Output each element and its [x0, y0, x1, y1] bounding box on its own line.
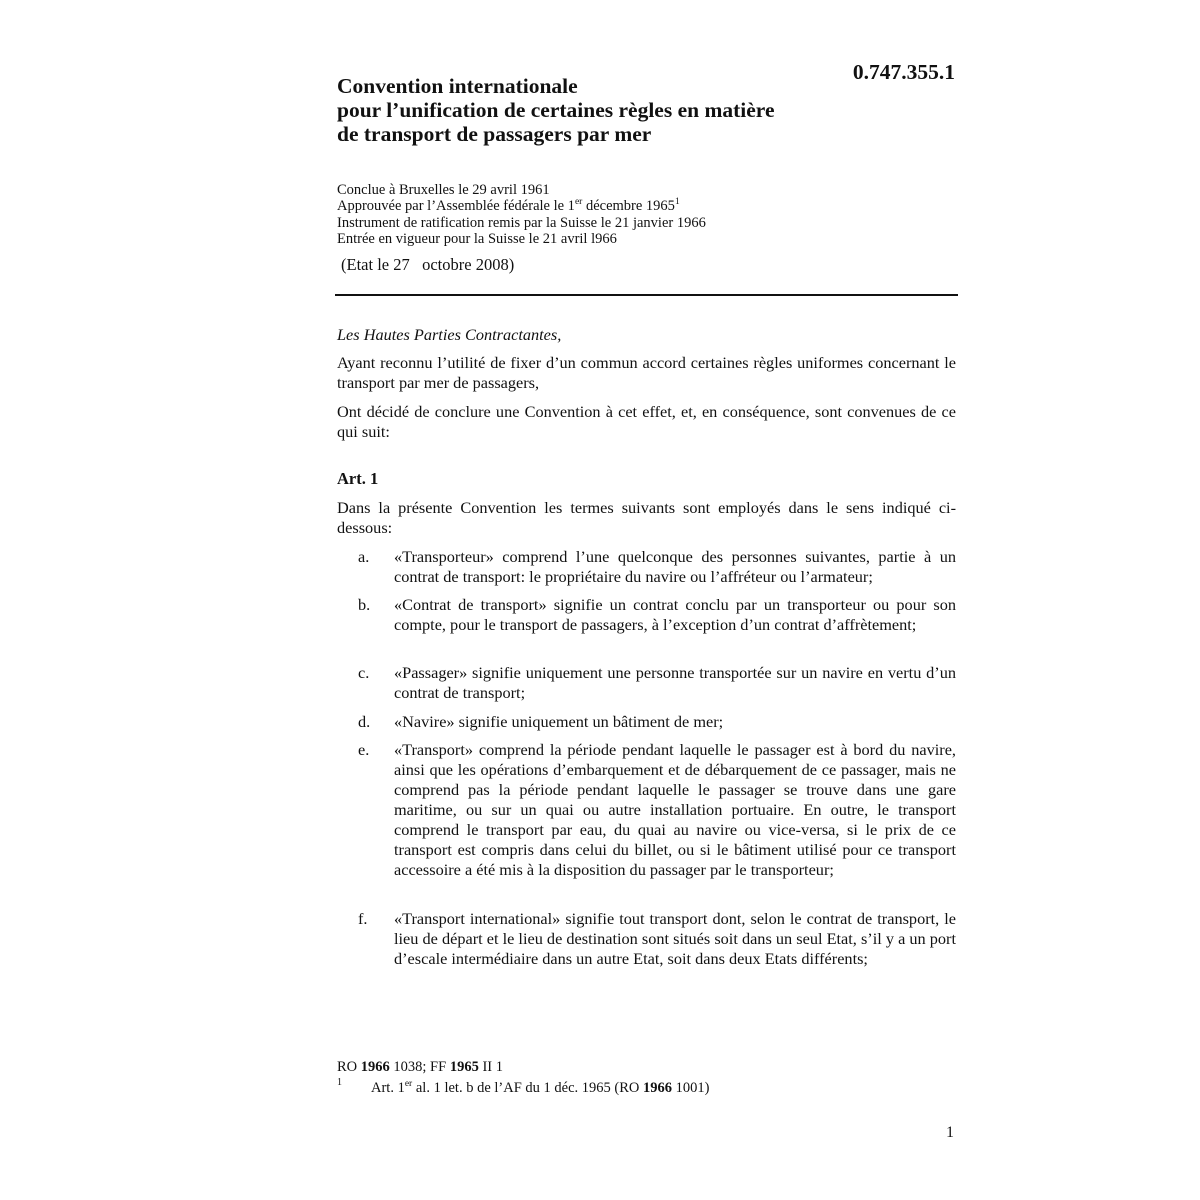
in-force-date: Entrée en vigueur pour la Suisse le 21 avril l966 — [337, 231, 617, 248]
page-number: 1 — [946, 1124, 954, 1141]
approval-date — [337, 198, 706, 214]
item-text: «Contrat de transport» signifie un contrat conclu par un transporteur ou pour son compte, pour le transport de passagers, à l’exception d’un contrat d’affrètement; — [394, 595, 956, 634]
item-marker: b. — [358, 595, 371, 614]
header-divider — [335, 294, 958, 296]
item-text: «Passager» signifie uniquement une personne transportée sur un navire en vertu d’un contrat de transport; — [394, 663, 956, 702]
definition-item — [337, 740, 956, 880]
item-text: «Transport international» signifie tout transport dont, selon le contrat de transport, le lieu de départ et le lieu de destination sont situés soit dans un seul Etat, s’il y a un port d’escale intermédiaire dans un autre Etat, soit dans deux Etats différents; — [394, 909, 956, 968]
document-metadata — [337, 182, 706, 248]
title-line-3: de transport de passagers par mer — [337, 122, 652, 146]
footnote-year: 1966 — [643, 1080, 672, 1096]
preamble-parties: Les Hautes Parties Contractantes, — [337, 325, 562, 344]
definition-item — [337, 712, 956, 732]
definition-item — [337, 547, 956, 587]
document-title — [337, 74, 857, 146]
status-date: (Etat le 27 octobre 2008) — [341, 255, 515, 274]
definition-item — [337, 595, 956, 635]
item-marker: d. — [358, 712, 371, 731]
item-marker: a. — [358, 547, 370, 566]
ref-ro-page: 1038; FF — [389, 1059, 450, 1075]
footnote-number: 1 — [337, 1077, 342, 1088]
document-number: 0.747.355.1 — [852, 60, 955, 84]
footnote-ref: 1 — [674, 197, 680, 208]
footnote-end: 1001) — [672, 1080, 710, 1096]
item-text: «Transporteur» comprend l’une quelconque des personnes suivantes, partie à un contrat de transport: le propriétaire du navire ou l’affréteur ou l’armateur; — [394, 547, 956, 586]
definition-item — [337, 663, 956, 703]
concluded-date: Conclue à Bruxelles le 29 avril 1961 — [337, 182, 550, 198]
item-marker: e. — [358, 740, 370, 759]
preamble-recital: Ayant reconnu l’utilité de fixer d’un commun accord certaines règles uniformes concernant le transport par mer de passagers, — [337, 353, 956, 392]
item-text: «Transport» comprend la période pendant laquelle le passager est à bord du navire, ainsi que les opérations d’embarquement et de débarquement de ce passager, mais ne comprend pas la période pendant laquelle le passager se trouve dans une gare maritime, ou sur un quai ou autre installation portuaire. En outre, le transport comprend le transport par eau, du quai au navire ou vice-versa, si le prix de ce transport est compris dans celui du billet, ou si le bâtiment utilisé pour ce transport accessoire a été mis à la disposition du passager par le transporteur; — [394, 740, 956, 879]
article-heading: Art. 1 — [337, 469, 379, 488]
title-line-1: Convention internationale — [337, 74, 578, 98]
definition-item — [337, 909, 956, 969]
article-intro: Dans la présente Convention les termes suivants sont employés dans le sens indiqué ci-dessous: — [337, 498, 956, 537]
ordinal-sup: er — [574, 197, 583, 208]
item-text: «Navire» signifie uniquement un bâtiment de mer; — [394, 712, 724, 731]
title-line-2: pour l’unification de certaines règles en matière — [337, 98, 775, 122]
footnote-pre: Art. 1 — [371, 1080, 405, 1096]
approval-text: Approuvée par l’Assemblée fédérale le 1 — [337, 198, 575, 215]
ref-ro-year: 1966 — [360, 1059, 390, 1075]
ref-ro-label: RO — [337, 1059, 361, 1075]
publication-reference — [337, 1059, 503, 1076]
preamble-decision: Ont décidé de conclure une Convention à cet effet, et, en conséquence, sont convenues de ce qui suit: — [337, 402, 956, 441]
ratification-date: Instrument de ratification remis par la Suisse le 21 janvier 1966 — [337, 214, 706, 231]
footnote-text — [371, 1080, 709, 1097]
footnote-mid: al. 1 let. b de l’AF du 1 déc. 1965 (RO — [412, 1080, 643, 1096]
item-marker: f. — [358, 909, 368, 928]
item-marker: c. — [358, 663, 370, 682]
ref-ff-year: 1965 — [449, 1059, 479, 1075]
footnote-sup: er — [404, 1079, 413, 1090]
approval-text-end: décembre 1965 — [582, 198, 675, 215]
ref-ff-rest: II 1 — [478, 1059, 503, 1075]
